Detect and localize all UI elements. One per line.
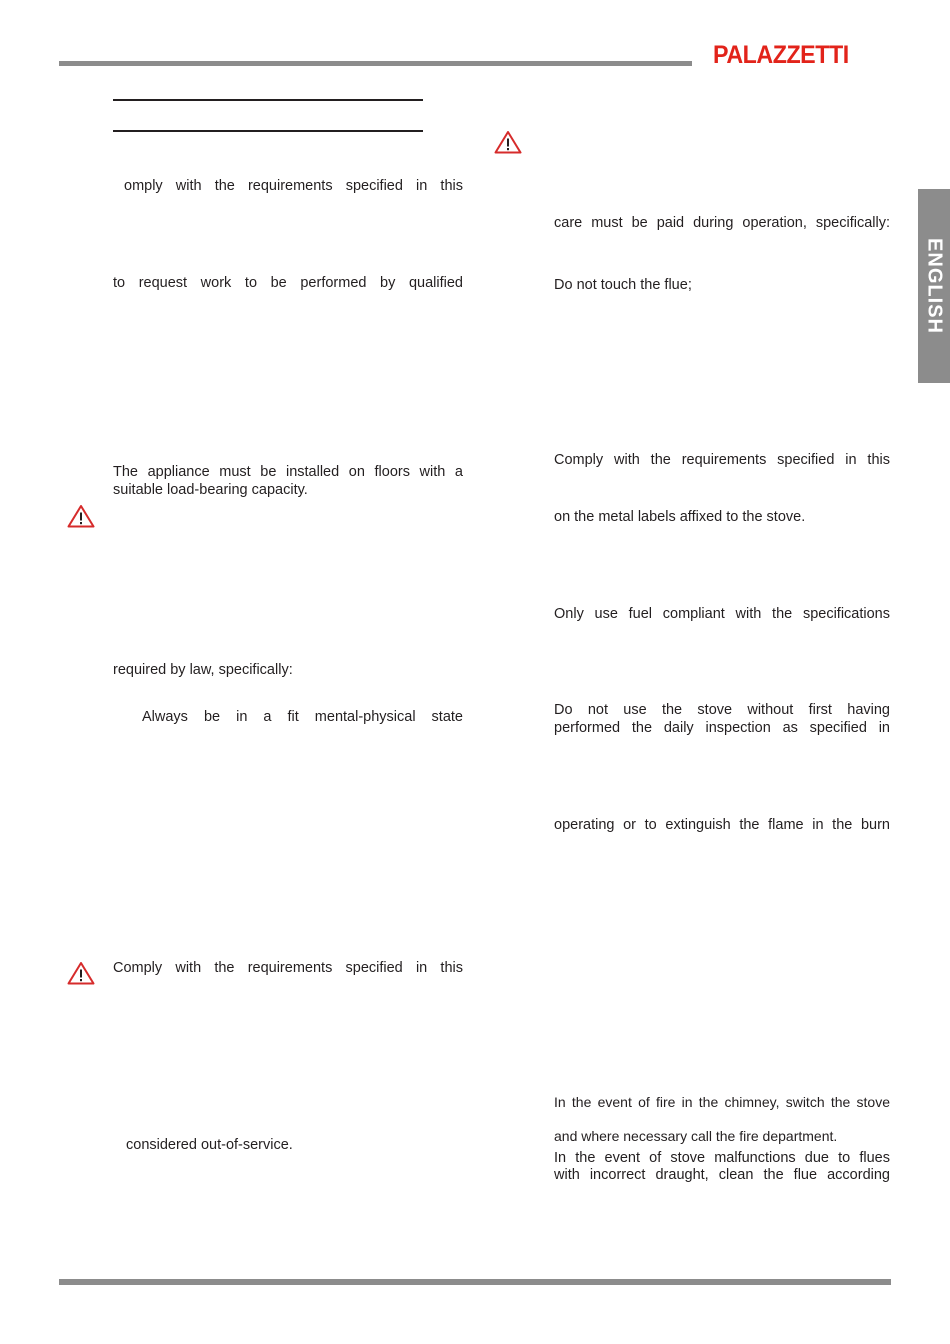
left-paragraph-2: to request work to be performed by qualified — [113, 275, 463, 291]
right-paragraph-7: operating or to extinguish the flame in the burn — [554, 817, 890, 833]
language-tab — [918, 189, 950, 383]
right-paragraph-6-line-2: performed the daily inspection as specified in — [554, 720, 890, 736]
left-paragraph-1: omply with the requirements specified in this — [124, 178, 463, 194]
left-paragraph-3-line-1: The appliance must be installed on floors with a — [113, 464, 463, 480]
left-paragraph-3-line-2: suitable load-bearing capacity. — [113, 482, 308, 498]
heading-underline-1 — [113, 99, 423, 101]
left-paragraph-7: considered out-of-service. — [126, 1137, 293, 1153]
warning-triangle-icon — [67, 961, 95, 985]
right-paragraph-9: and where necessary call the fire department. — [554, 1128, 838, 1144]
heading-underline-2 — [113, 130, 423, 132]
right-paragraph-10-line-2: with incorrect draught, clean the flue according — [554, 1167, 890, 1183]
language-tab-label: ENGLISH — [923, 238, 946, 334]
right-paragraph-8: In the event of fire in the chimney, switch the stove — [554, 1094, 890, 1110]
warning-triangle-icon — [67, 504, 95, 528]
right-paragraph-10-line-1: In the event of stove malfunctions due to flues — [554, 1150, 890, 1166]
right-paragraph-4: on the metal labels affixed to the stove. — [554, 509, 806, 525]
palazzetti-logo: PALAZZETTI — [713, 41, 849, 69]
right-paragraph-6-line-1: Do not use the stove without first having — [554, 702, 890, 718]
right-paragraph-5: Only use fuel compliant with the specifications — [554, 606, 890, 622]
right-paragraph-3: Comply with the requirements specified in this — [554, 452, 890, 468]
left-paragraph-6: Comply with the requirements specified in this — [113, 960, 463, 976]
left-paragraph-4: required by law, specifically: — [113, 662, 293, 678]
warning-triangle-icon — [494, 130, 522, 154]
right-paragraph-2: Do not touch the flue; — [554, 277, 692, 293]
header-rule — [59, 61, 692, 66]
right-paragraph-1: care must be paid during operation, specifically: — [554, 215, 890, 231]
footer-rule — [59, 1279, 891, 1285]
left-paragraph-5: Always be in a fit mental-physical state — [142, 709, 463, 725]
